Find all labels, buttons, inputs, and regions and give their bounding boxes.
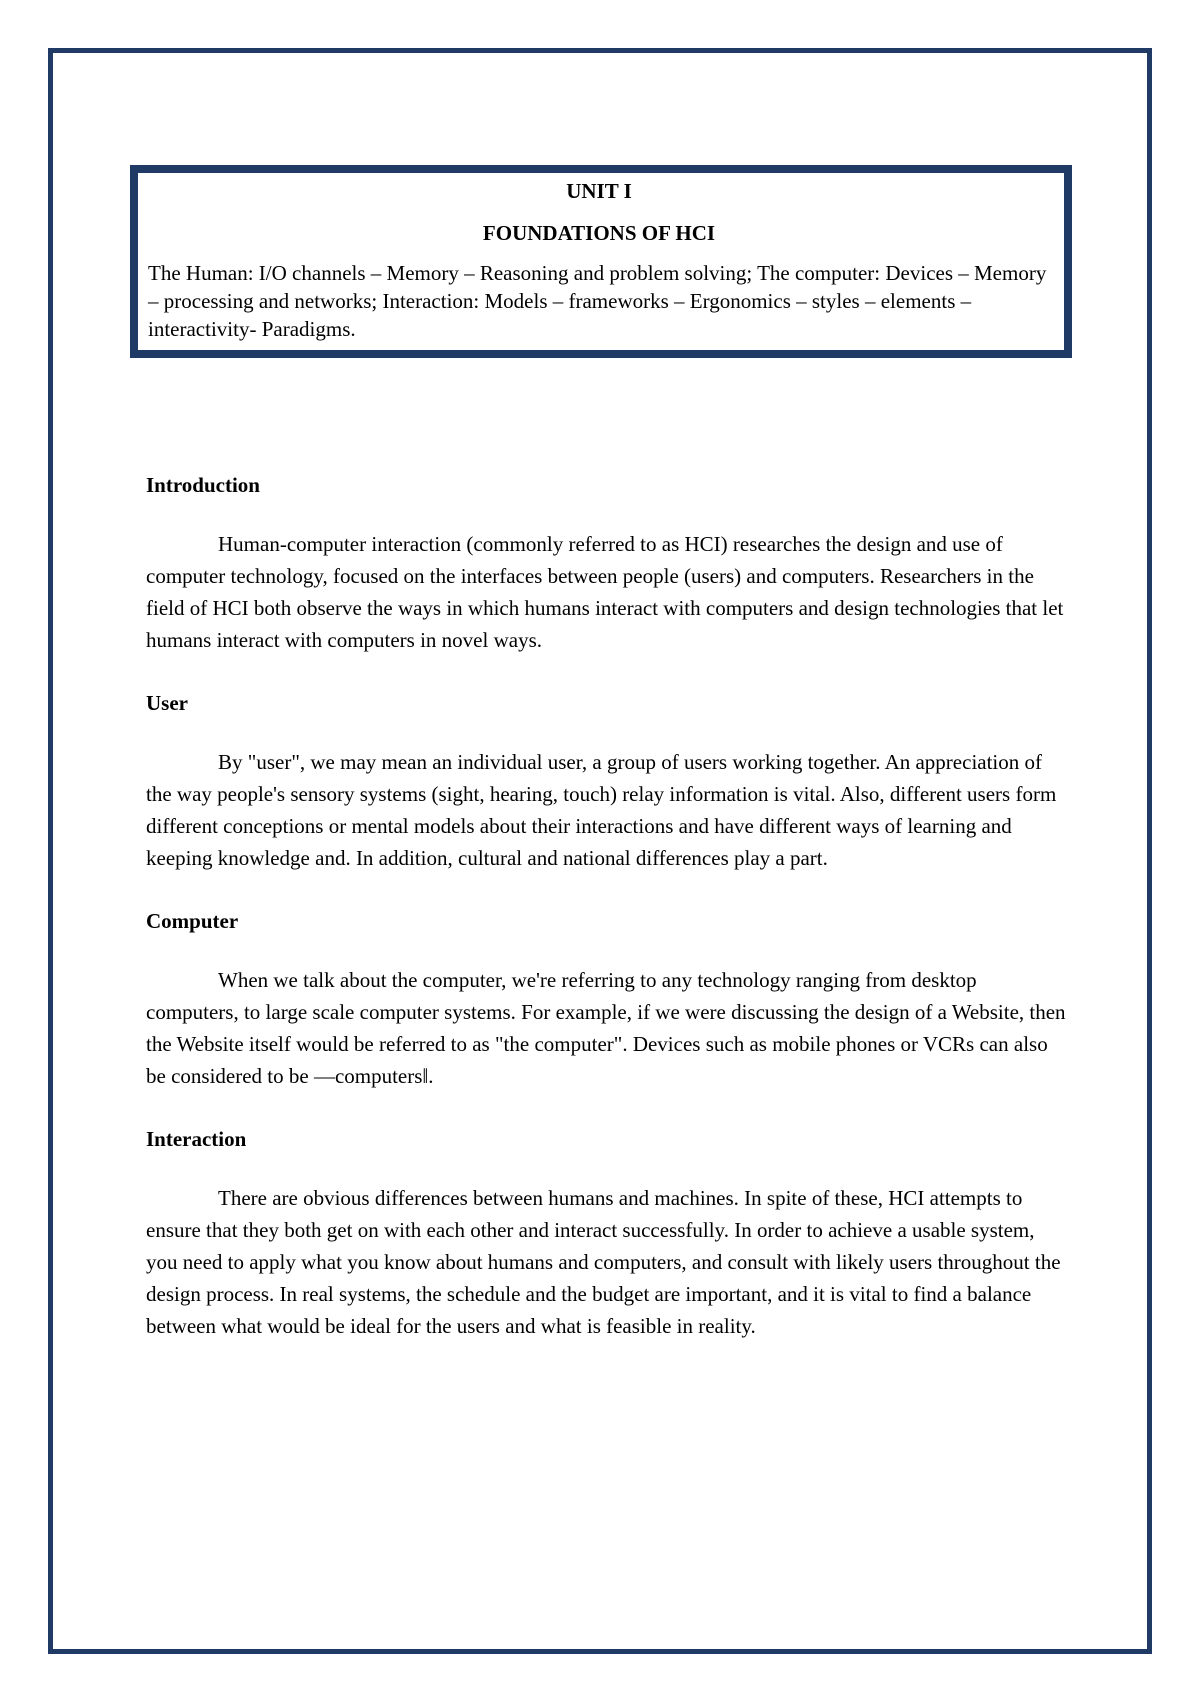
syllabus-box — [130, 165, 1072, 358]
document-body — [146, 470, 1066, 1374]
section-computer — [146, 906, 1066, 1092]
section-heading: Interaction — [146, 1127, 247, 1151]
syllabus-topics: The Human: I/O channels – Memory – Reasoning and problem solving; The computer: Devices – Memory – processing and networks; Interaction: Models – frameworks – Ergonomics – styles – elements – interactivity- Paradigms. — [148, 261, 1047, 341]
unit-title: UNIT I — [566, 179, 632, 203]
section-paragraph: There are obvious differences between humans and machines. In spite of these, HCI attempts to ensure that they both get on with each other and interact successfully. In order to achieve a usable system, you need to apply what you know about humans and computers, and consult with likely users throughout the design process. In real systems, the schedule and the budget are important, and it is vital to find a balance between what would be ideal for the users and what is feasible in reality. — [146, 1186, 1061, 1338]
section-introduction — [146, 470, 1066, 656]
section-heading: Computer — [146, 909, 239, 933]
section-user — [146, 688, 1066, 874]
section-paragraph: Human-computer interaction (commonly referred to as HCI) researches the design and use of computer technology, focused on the interfaces between people (users) and computers. Researchers in the field of HCI both observe the ways in which humans interact with computers and design technologies that let humans interact with computers in novel ways. — [146, 532, 1064, 652]
section-paragraph: By "user", we may mean an individual user, a group of users working together. An appreciation of the way people's sensory systems (sight, hearing, touch) relay information is vital. Also, different users form different conceptions or mental models about their interactions and have different ways of learning and keeping knowledge and. In addition, cultural and national differences play a part. — [146, 750, 1057, 870]
unit-subtitle: FOUNDATIONS OF HCI — [482, 221, 716, 245]
section-interaction — [146, 1124, 1066, 1342]
section-paragraph: When we talk about the computer, we're referring to any technology ranging from desktop computers, to large scale computer systems. For example, if we were discussing the design of a Website, then the Website itself would be referred to as "the computer". Devices such as mobile phones or VCRs can also be considered to be ―computers‖. — [146, 968, 1066, 1088]
section-heading: User — [146, 691, 188, 715]
section-heading: Introduction — [146, 473, 260, 497]
